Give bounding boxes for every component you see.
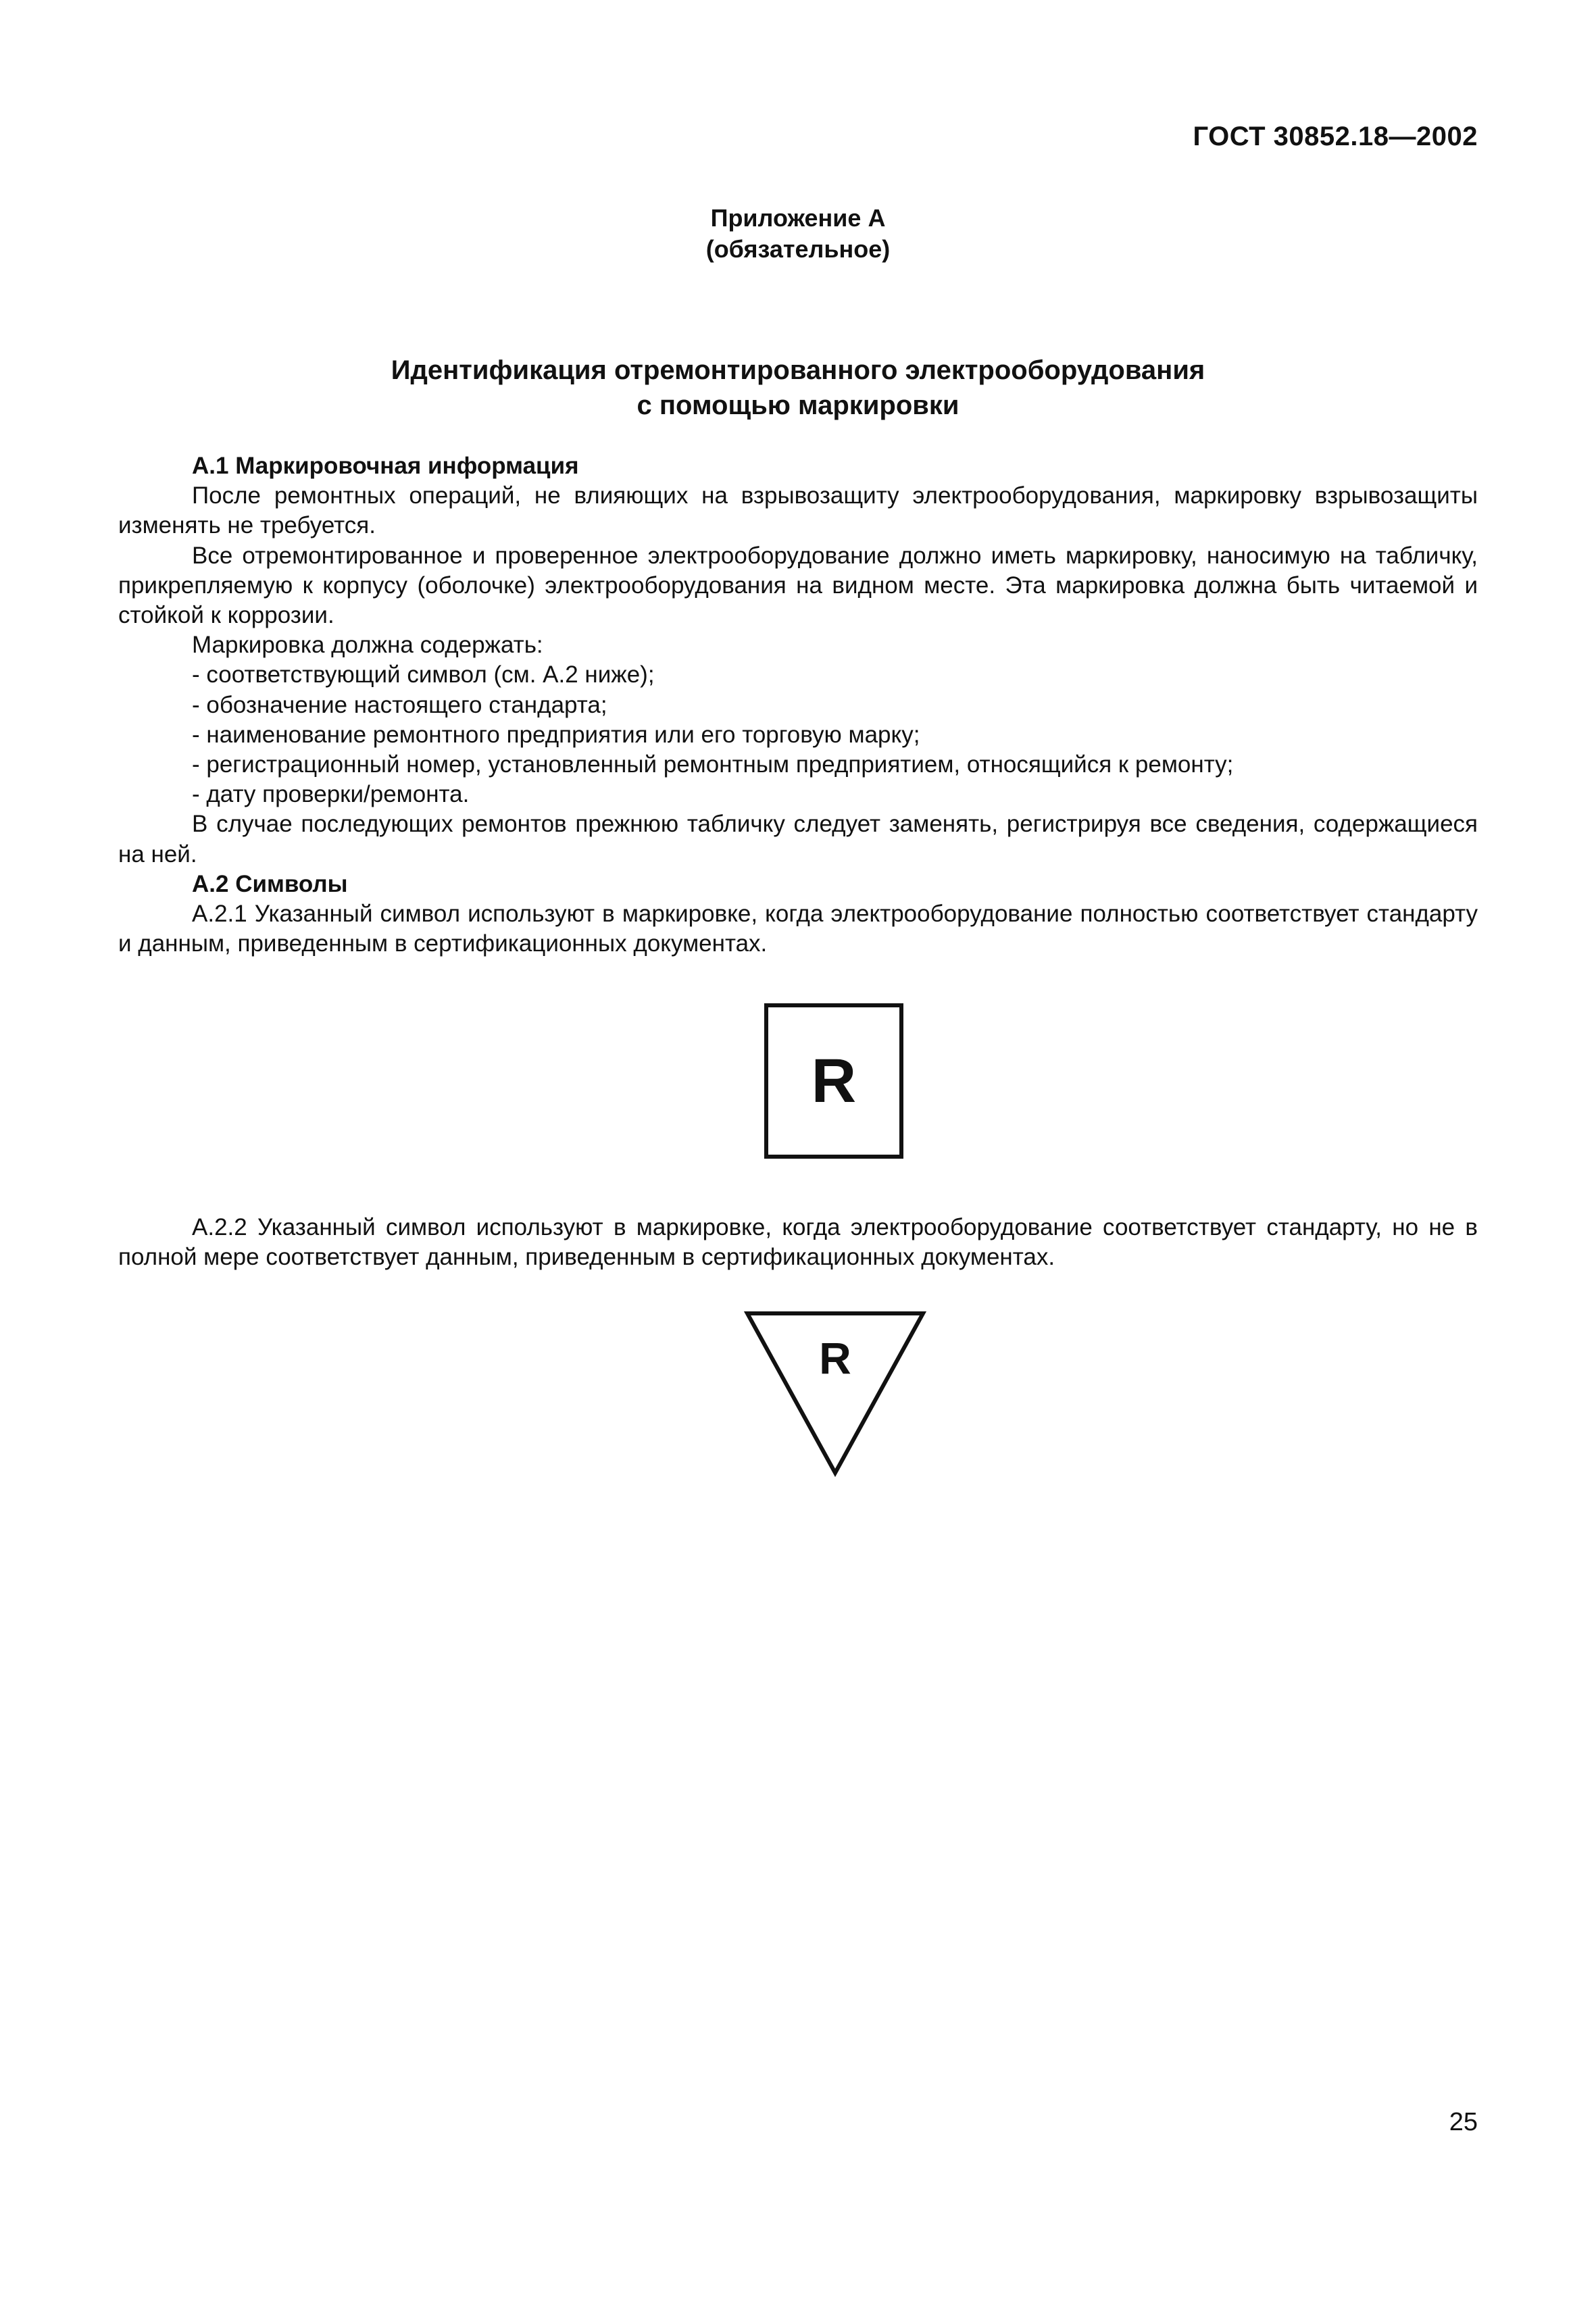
marking-list-item: - дату проверки/ремонта. <box>192 781 470 808</box>
appendix-heading <box>0 203 1596 265</box>
section-a2-paragraph-2-block <box>118 1213 1478 1272</box>
section-a1-paragraph-2: Все отремонтированное и проверенное электрооборудование должно иметь маркировку, наносимую на табличку, прикрепляемую к корпусу (оболочке) электрооборудования на видном месте. Эта маркировка должна быть читаемой и стойкой к коррозии. <box>118 542 1478 629</box>
document-title-line-1: Идентификация отремонтированного электрооборудования <box>391 355 1205 385</box>
repair-symbol-triangle <box>742 1308 928 1477</box>
marking-list-item: - обозначение настоящего стандарта; <box>192 691 607 718</box>
repair-symbol-square-letter: R <box>811 1046 857 1115</box>
standard-code: ГОСТ 30852.18—2002 <box>1193 122 1478 151</box>
section-a1 <box>118 451 1478 959</box>
section-a2-paragraph-1: А.2.1 Указанный символ используют в маркировке, когда электрооборудование полностью соответствует стандарту и данным, приведенным в сертификационных документах. <box>118 901 1478 957</box>
marking-list-intro: Маркировка должна содержать: <box>192 632 543 659</box>
marking-list-item: - регистрационный номер, установленный ремонтным предприятием, относящийся к ремонту; <box>192 751 1234 778</box>
marking-list-item: - соответствующий символ (см. А.2 ниже); <box>192 661 655 688</box>
document-title-line-2: с помощью маркировки <box>637 391 959 420</box>
section-a1-heading: А.1 Маркировочная информация <box>192 453 579 479</box>
marking-list-item: - наименование ремонтного предприятия или его торговую марку; <box>192 721 920 748</box>
repair-symbol-square <box>764 1003 903 1159</box>
document-title <box>0 353 1596 423</box>
repair-symbol-triangle-letter: R <box>819 1333 851 1383</box>
section-a1-paragraph-3: В случае последующих ремонтов прежнюю табличку следует заменять, регистрируя все сведения, содержащиеся на ней. <box>118 811 1478 867</box>
page-number: 25 <box>1449 2108 1478 2136</box>
appendix-title: Приложение А <box>710 204 886 232</box>
section-a1-paragraph-1: После ремонтных операций, не влияющих на взрывозащиту электрооборудования, маркировку взрывозащиты изменять не требуется. <box>118 482 1478 539</box>
section-a2-paragraph-2: А.2.2 Указанный символ используют в маркировке, когда электрооборудование соответствует стандарту, но не в полной мере соответствует данным, приведенным в сертификационных документах. <box>118 1214 1478 1271</box>
section-a2-heading: А.2 Символы <box>192 870 348 897</box>
appendix-status: (обязательное) <box>705 235 891 263</box>
